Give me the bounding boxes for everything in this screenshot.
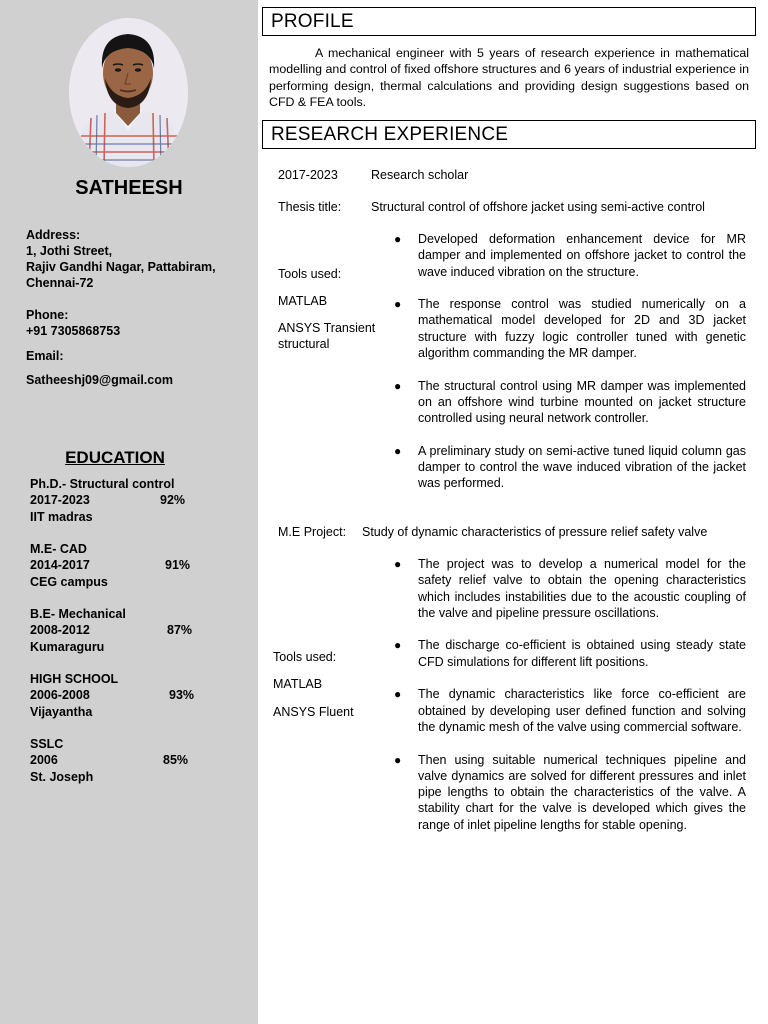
profile-photo <box>69 18 188 167</box>
education-years: 2008-2012 <box>30 623 90 638</box>
me-project-bullets <box>392 556 746 849</box>
education-heading: EDUCATION <box>65 448 165 467</box>
bullet-icon: ● <box>394 232 402 246</box>
phone-block <box>26 307 251 339</box>
education-score: 85% <box>163 753 189 768</box>
research-bullets <box>392 231 746 508</box>
education-degree: B.E- Mechanical <box>30 607 126 621</box>
address-line: Rajiv Gandhi Nagar, Pattabiram, <box>26 260 216 274</box>
education-institution: Vijayantha <box>30 704 93 719</box>
education-entry <box>30 671 230 720</box>
list-item: ● The project was to develop a numerical model for the safety relief valve to obtain the opening characteristics which includes instabilities due to the acoustic coupling of the valve and pipeline pressure oscillations. <box>394 557 746 620</box>
research-heading: RESEARCH EXPERIENCE <box>262 120 756 149</box>
education-years: 2006 <box>30 753 58 768</box>
education-score: 93% <box>169 688 195 703</box>
education-entry <box>30 476 230 525</box>
research-role: Research scholar <box>371 168 469 182</box>
address-block <box>26 227 251 291</box>
tool-item: MATLAB <box>278 294 328 308</box>
phone-number: +91 7305868753 <box>26 324 121 338</box>
list-item: ● The discharge co-efficient is obtained using steady state CFD simulations for different lift positions. <box>394 638 746 669</box>
education-degree: Ph.D.- Structural control <box>30 477 175 491</box>
education-institution: CEG campus <box>30 574 108 589</box>
education-score: 92% <box>160 493 186 508</box>
address-line: 1, Jothi Street, <box>26 244 113 258</box>
list-item: ● A preliminary study on semi-active tuned liquid column gas damper to control the wave induced vibration of the jacket was performed. <box>394 443 746 491</box>
education-entry <box>30 736 230 785</box>
education-years: 2006-2008 <box>30 688 90 703</box>
list-item: ● Developed deformation enhancement device for MR damper and implemented on offshore jacket to control the wave induced vibration on the structure. <box>394 232 746 279</box>
address-line: Chennai-72 <box>26 276 94 290</box>
phone-label: Phone: <box>26 308 69 322</box>
bullet-icon: ● <box>394 557 402 571</box>
education-entry <box>30 541 230 590</box>
tool-item: ANSYS Fluent <box>273 705 354 719</box>
education-institution: IIT madras <box>30 509 93 524</box>
bullet-icon: ● <box>394 687 402 702</box>
tool-item: ANSYS Transient structural <box>278 321 376 352</box>
list-item: ● The structural control using MR damper was implemented on an offshore wind turbine mounted on jacket structure controlled using neural network controller. <box>394 378 746 426</box>
bullet-icon: ● <box>394 378 402 393</box>
email-label: Email: <box>26 349 64 363</box>
email-address: Satheeshj09@gmail.com <box>26 373 173 387</box>
list-item: ● The response control was studied numerically on a mathematical model developed for 2D and 3D jacket structure with fuzzy logic controller tuned with genetic algorithm commanding the MR damper. <box>394 297 746 361</box>
education-institution: St. Joseph <box>30 769 94 784</box>
address-label: Address: <box>26 228 81 242</box>
thesis-title: Structural control of offshore jacket using semi-active control <box>371 200 705 214</box>
education-years: 2017-2023 <box>30 493 90 508</box>
email-block <box>26 348 251 388</box>
education-degree: HIGH SCHOOL <box>30 672 119 686</box>
education-score: 91% <box>165 558 191 573</box>
tool-item: MATLAB <box>273 677 323 691</box>
bullet-icon: ● <box>394 752 402 767</box>
candidate-name: SATHEESH <box>75 177 183 199</box>
education-years: 2014-2017 <box>30 558 90 573</box>
education-entry <box>30 606 230 655</box>
research-period: 2017-2023 <box>278 168 338 182</box>
me-tools-label: Tools used: <box>273 650 337 664</box>
profile-heading: PROFILE <box>262 7 756 36</box>
profile-summary: A mechanical engineer with 5 years of research experience in mathematical modelling and control of fixed offshore structures and 6 years of industrial experience in performing design, thermal calculations and providing design suggestions based on CFD & FEA tools. <box>269 46 749 109</box>
education-degree: SSLC <box>30 737 64 751</box>
list-item: ● Then using suitable numerical techniques pipeline and valve dynamics are solved for different pressures and inlet pipe lengths to obtain the characteristics of the valve. A stability chart for the valve is developed which gives the range of inlet pipeline lengths for stable opening. <box>394 752 746 832</box>
education-institution: Kumaraguru <box>30 639 105 654</box>
list-item: ● The dynamic characteristics like force co-efficient are obtained by developing user defined function and solving the dynamic mesh of the valve using commercial software. <box>394 687 746 734</box>
education-degree: M.E- CAD <box>30 542 87 556</box>
me-project-title: Study of dynamic characteristics of pressure relief safety valve <box>362 525 708 539</box>
sidebar <box>0 0 258 1024</box>
bullet-icon: ● <box>394 638 402 653</box>
bullet-icon: ● <box>394 443 402 458</box>
me-project-label: M.E Project: <box>278 525 347 539</box>
thesis-label: Thesis title: <box>278 200 342 214</box>
bullet-icon: ● <box>394 297 402 312</box>
education-score: 87% <box>167 623 193 638</box>
tools-label: Tools used: <box>278 267 342 281</box>
